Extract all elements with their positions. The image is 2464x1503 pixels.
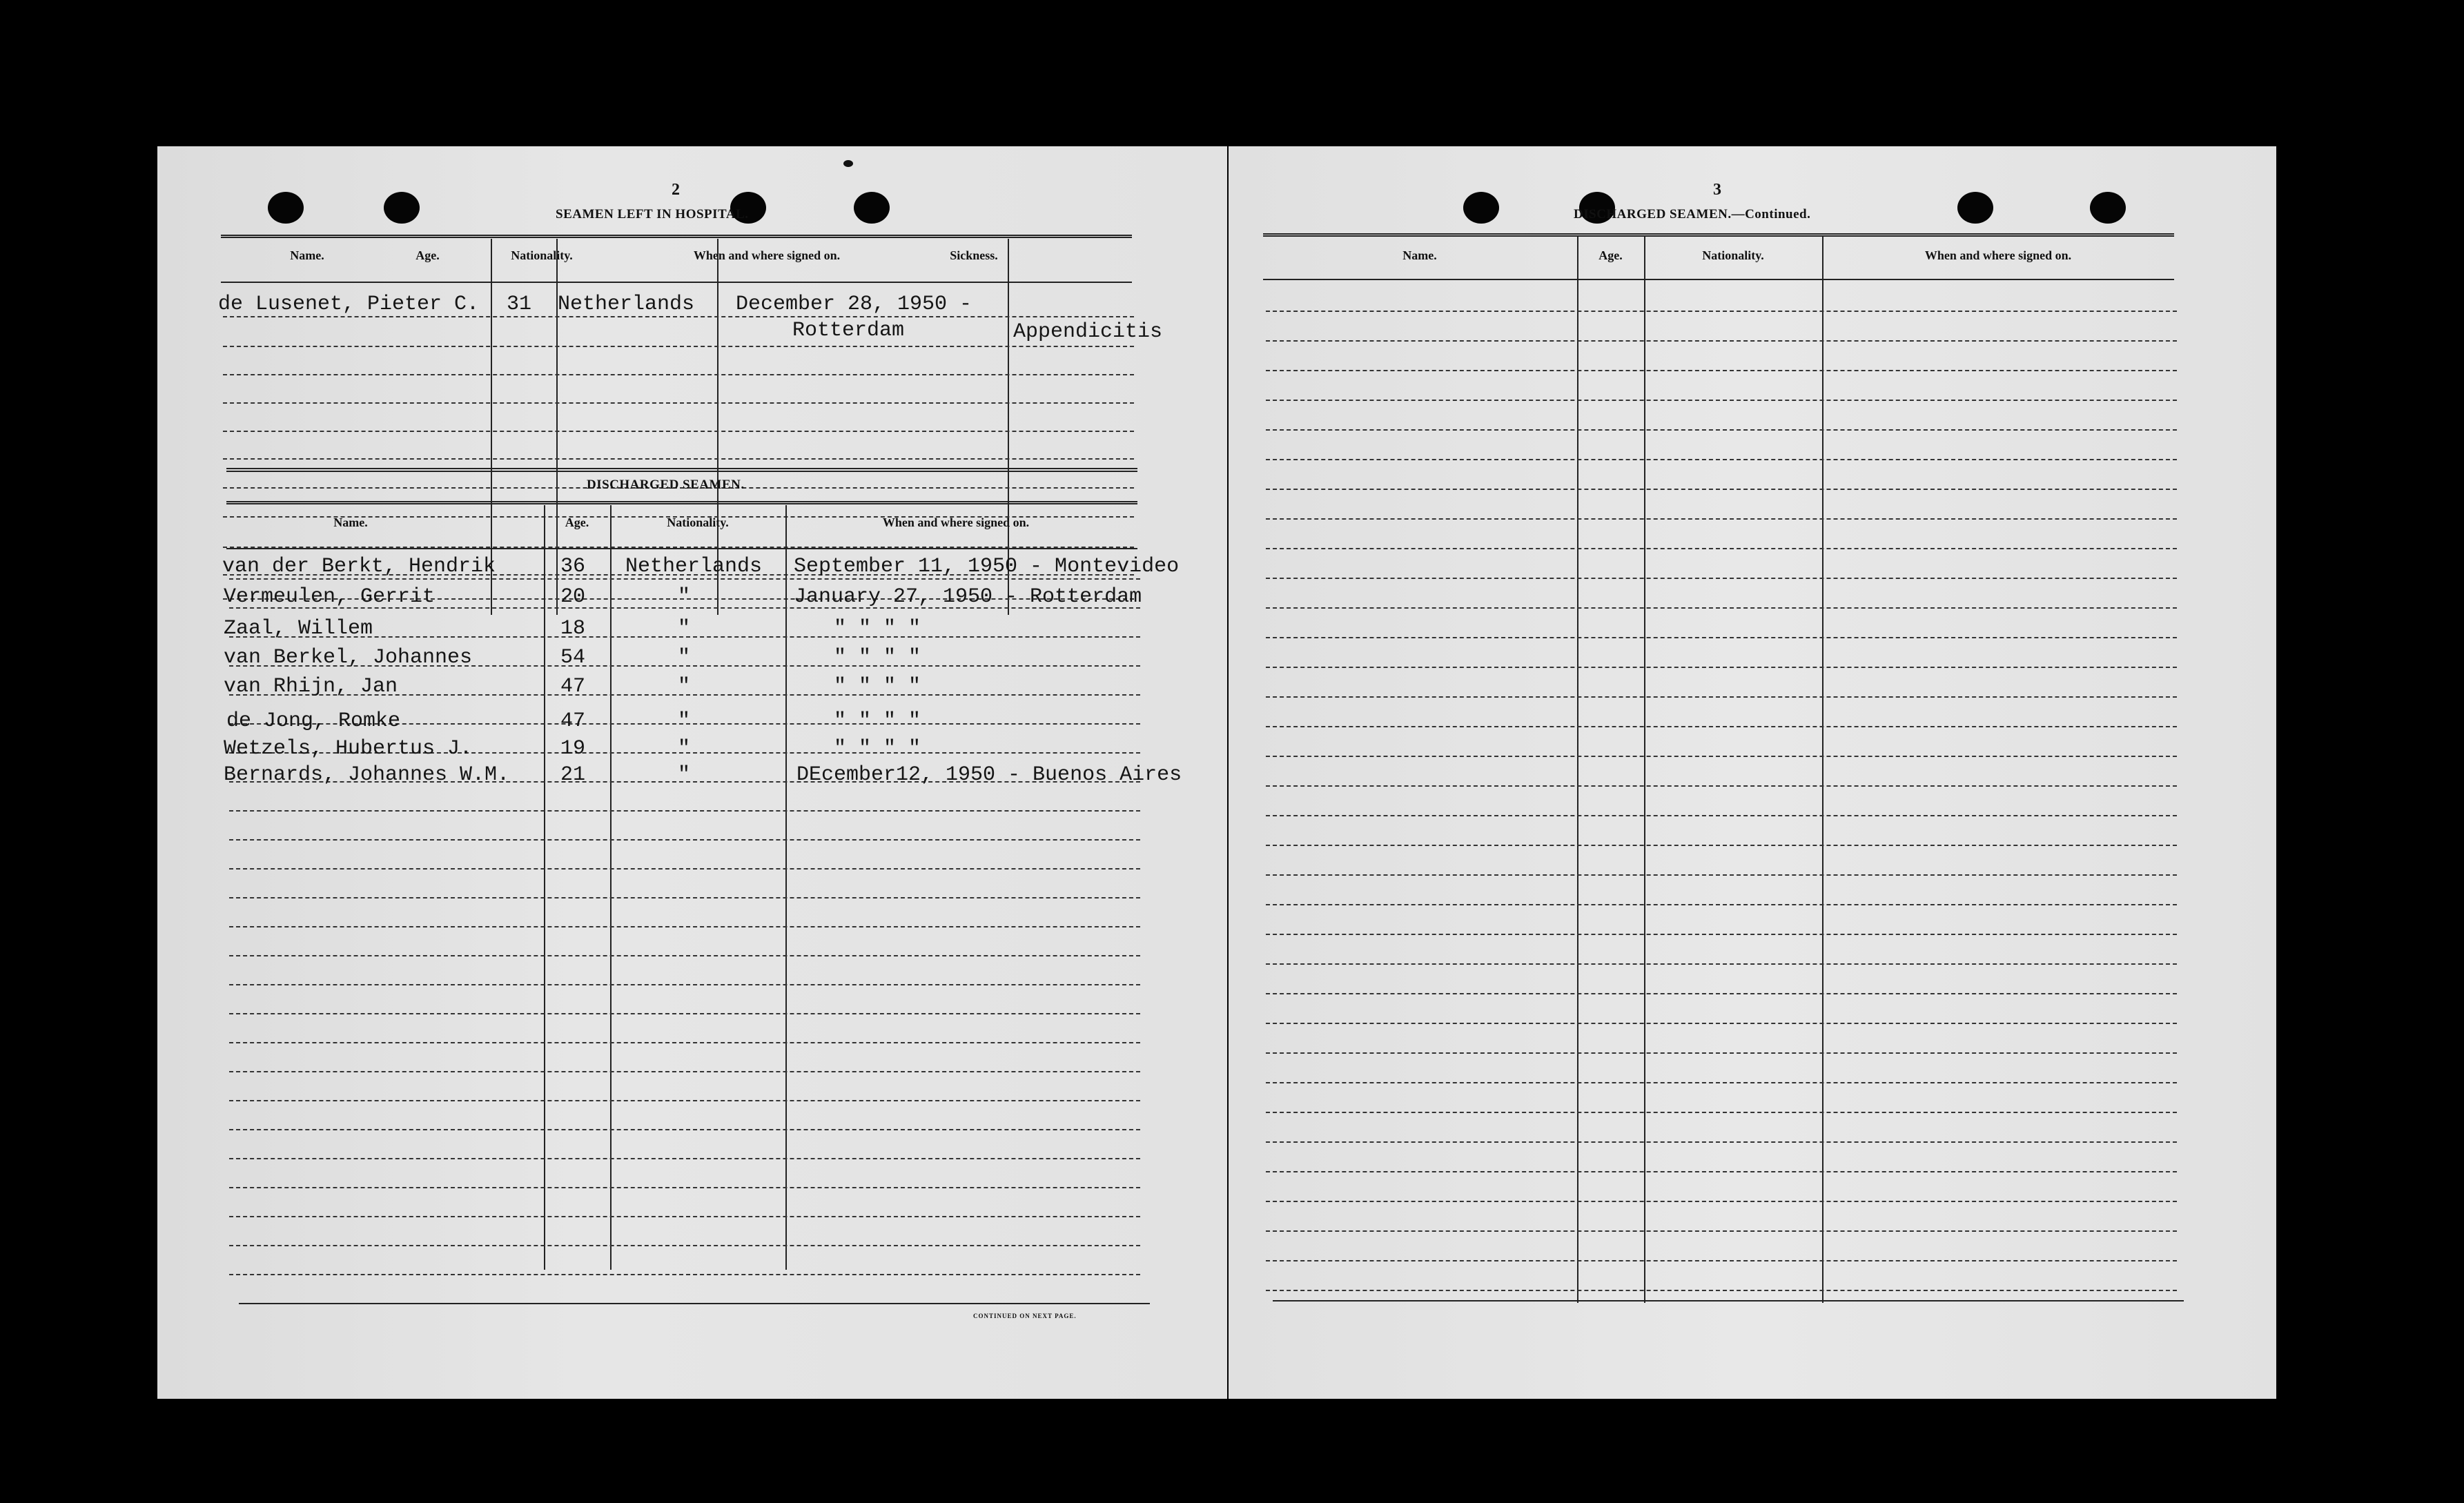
ruled-line bbox=[229, 1013, 1140, 1014]
ruled-line bbox=[1266, 311, 2177, 312]
col-header-nationality: Nationality. bbox=[1702, 248, 1764, 262]
hospital-age: 31 bbox=[507, 293, 532, 316]
bottom-rule bbox=[239, 1303, 1150, 1304]
right-page bbox=[1229, 146, 2276, 1399]
col-header-sickness: Sickness. bbox=[950, 248, 998, 262]
section-rule bbox=[226, 468, 1137, 469]
seaman-age: 36 bbox=[560, 555, 586, 578]
ruled-line bbox=[1266, 815, 2177, 816]
punch-hole bbox=[1957, 192, 1993, 224]
ruled-line bbox=[1266, 340, 2177, 342]
seaman-name: de Jong, Romke bbox=[226, 709, 401, 733]
seaman-nationality: " bbox=[678, 737, 691, 760]
punch-hole bbox=[1463, 192, 1499, 224]
column-divider bbox=[1822, 236, 1823, 1303]
ruled-line bbox=[1266, 1201, 2177, 1202]
seaman-signed-on: " " " " bbox=[834, 737, 921, 760]
ruled-line bbox=[223, 374, 1134, 375]
ruled-line bbox=[1266, 963, 2177, 965]
ruled-line bbox=[229, 868, 1140, 870]
section-rule bbox=[226, 471, 1137, 472]
seaman-signed-on: " " " " bbox=[834, 675, 921, 698]
seaman-age: 20 bbox=[560, 585, 586, 609]
punch-hole bbox=[2090, 192, 2126, 224]
header-rule bbox=[221, 282, 1132, 283]
left-page bbox=[157, 146, 1227, 1399]
col-header-age: Age. bbox=[565, 515, 589, 529]
ruled-line bbox=[1266, 1082, 2177, 1083]
punch-hole bbox=[384, 192, 420, 224]
col-header-name: Name. bbox=[333, 515, 368, 529]
ruled-line bbox=[229, 1216, 1140, 1217]
ruled-line bbox=[229, 1245, 1140, 1246]
hospital-name: de Lusenet, Pieter C. bbox=[218, 293, 480, 316]
ruled-line bbox=[1266, 696, 2177, 698]
seaman-signed-on: January 27, 1950 - Rotterdam bbox=[794, 585, 1142, 609]
ruled-line bbox=[1266, 1260, 2177, 1261]
seaman-signed-on: September 11, 1950 - Montevideo bbox=[794, 555, 1180, 578]
header-rule bbox=[1263, 279, 2174, 280]
ruled-line bbox=[1266, 1290, 2177, 1291]
col-header-name: Name. bbox=[290, 248, 324, 262]
seaman-nationality: " bbox=[678, 709, 691, 733]
ruled-line bbox=[1266, 845, 2177, 846]
column-divider bbox=[785, 505, 787, 1270]
ruled-line bbox=[229, 578, 1140, 580]
ruled-line bbox=[1266, 874, 2177, 876]
seaman-name: van der Berkt, Hendrik bbox=[222, 555, 496, 578]
ruled-line bbox=[1266, 370, 2177, 371]
seaman-nationality: " bbox=[678, 675, 691, 698]
seaman-name: van Rhijn, Jan bbox=[224, 675, 398, 698]
ruled-line bbox=[229, 1042, 1140, 1043]
ruled-line bbox=[223, 346, 1134, 347]
seaman-age: 18 bbox=[560, 617, 586, 640]
seaman-age: 47 bbox=[560, 709, 586, 733]
ruled-line bbox=[1266, 1052, 2177, 1054]
ruled-line bbox=[1266, 667, 2177, 668]
seaman-name: van Berkel, Johannes bbox=[224, 646, 473, 669]
ruled-line bbox=[229, 955, 1140, 956]
ruled-line bbox=[223, 316, 1134, 317]
table-top-rule bbox=[1263, 233, 2174, 237]
punch-hole bbox=[268, 192, 304, 224]
col-header-name: Name. bbox=[1402, 248, 1437, 262]
seaman-signed-on: " " " " bbox=[834, 617, 921, 640]
ruled-line bbox=[1266, 1230, 2177, 1232]
seaman-name: Bernards, Johannes W.M. bbox=[224, 763, 510, 787]
ruled-line bbox=[1266, 756, 2177, 757]
column-divider bbox=[1577, 236, 1578, 1303]
ruled-line bbox=[1266, 637, 2177, 638]
ruled-line bbox=[1266, 904, 2177, 905]
page-number: 2 bbox=[672, 181, 680, 199]
ruled-line bbox=[1266, 489, 2177, 490]
ruled-line bbox=[1266, 934, 2177, 935]
ruled-line bbox=[1266, 1141, 2177, 1143]
ruled-line bbox=[229, 1187, 1140, 1188]
col-header-age: Age. bbox=[415, 248, 440, 262]
bottom-rule bbox=[1273, 1300, 2184, 1301]
hospital-section-title: SEAMEN LEFT IN HOSPITAL. bbox=[556, 207, 749, 222]
col-header-nationality: Nationality. bbox=[511, 248, 573, 262]
seaman-age: 54 bbox=[560, 646, 586, 669]
col-header-signed-on: When and where signed on. bbox=[882, 515, 1030, 529]
seaman-name: Zaal, Willem bbox=[224, 617, 373, 640]
ruled-line bbox=[1266, 459, 2177, 460]
ruled-line bbox=[1266, 400, 2177, 401]
seaman-signed-on: " " " " bbox=[834, 646, 921, 669]
ruled-line bbox=[229, 1274, 1140, 1275]
ruled-line bbox=[229, 984, 1140, 985]
ruled-line bbox=[229, 1158, 1140, 1159]
seaman-signed-on: " " " " bbox=[834, 709, 921, 733]
col-header-signed-on: When and where signed on. bbox=[693, 248, 841, 262]
header-rule bbox=[226, 548, 1137, 549]
seaman-signed-on: DEcember12, 1950 - Buenos Aires bbox=[796, 763, 1182, 787]
speck bbox=[843, 160, 853, 167]
seaman-age: 21 bbox=[560, 763, 586, 787]
ruled-line bbox=[229, 1100, 1140, 1101]
seaman-age: 47 bbox=[560, 675, 586, 698]
ruled-line bbox=[229, 897, 1140, 898]
seaman-nationality: " bbox=[678, 763, 691, 787]
ruled-line bbox=[1266, 1112, 2177, 1113]
ruled-line bbox=[1266, 785, 2177, 787]
ruled-line bbox=[229, 1071, 1140, 1072]
column-divider bbox=[1644, 236, 1645, 1303]
ruled-line bbox=[1266, 429, 2177, 431]
hospital-sickness: Appendicitis bbox=[1013, 320, 1163, 344]
ruled-line bbox=[1266, 548, 2177, 549]
ruled-line bbox=[1266, 1171, 2177, 1172]
document-spread bbox=[157, 146, 2276, 1399]
seaman-nationality: " bbox=[678, 617, 691, 640]
punch-hole bbox=[854, 192, 890, 224]
ruled-line bbox=[1266, 993, 2177, 994]
ruled-line bbox=[223, 402, 1134, 404]
col-header-age: Age. bbox=[1598, 248, 1623, 262]
column-divider bbox=[544, 505, 545, 1270]
seaman-nationality: " bbox=[678, 585, 691, 609]
col-header-nationality: Nationality. bbox=[667, 515, 729, 529]
ruled-line bbox=[229, 839, 1140, 841]
ruled-line bbox=[1266, 1023, 2177, 1024]
table-top-rule bbox=[226, 501, 1137, 504]
ruled-line bbox=[1266, 578, 2177, 579]
ruled-line bbox=[229, 810, 1140, 812]
column-divider bbox=[610, 505, 612, 1270]
ruled-line bbox=[1266, 607, 2177, 609]
seaman-age: 19 bbox=[560, 737, 586, 760]
ruled-line bbox=[1266, 518, 2177, 520]
ruled-line bbox=[223, 458, 1134, 460]
page-number: 3 bbox=[1713, 181, 1721, 199]
seaman-name: Vermeulen, Gerrit bbox=[224, 585, 436, 609]
discharged-section-title: DISCHARGED SEAMEN. bbox=[587, 478, 745, 492]
table-top-rule bbox=[221, 235, 1132, 238]
hospital-signed-on-place: Rotterdam bbox=[792, 319, 905, 342]
seaman-nationality: " bbox=[678, 646, 691, 669]
ruled-line bbox=[223, 431, 1134, 432]
hospital-signed-on: December 28, 1950 - bbox=[736, 293, 972, 316]
hospital-nationality: Netherlands bbox=[558, 293, 695, 316]
col-header-signed-on: When and where signed on. bbox=[1924, 248, 2072, 262]
seaman-name: Wetzels, Hubertus J. bbox=[224, 737, 473, 760]
continued-section-title: DISCHARGED SEAMEN.—Continued. bbox=[1574, 207, 1811, 222]
ruled-line bbox=[1266, 726, 2177, 727]
ruled-line bbox=[229, 926, 1140, 927]
seaman-nationality: Netherlands bbox=[625, 555, 763, 578]
continued-footnote: CONTINUED ON NEXT PAGE. bbox=[973, 1313, 1077, 1319]
ruled-line bbox=[229, 1129, 1140, 1130]
